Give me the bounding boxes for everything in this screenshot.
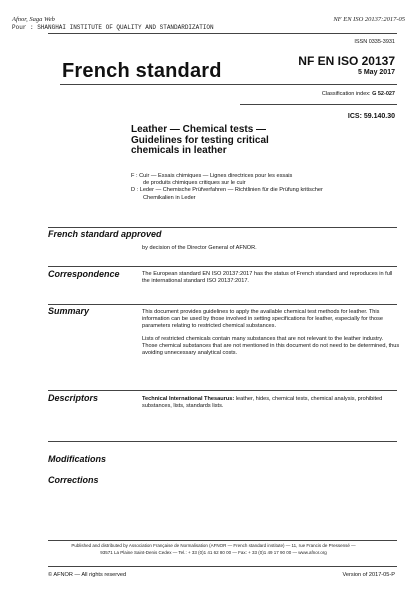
copyright: © AFNOR — All rights reserved (48, 572, 127, 578)
section-rule (48, 441, 397, 442)
classification-label: Classification index: (321, 91, 371, 97)
summary-heading: Summary (48, 306, 90, 316)
header-source (12, 16, 214, 31)
classification-rule (240, 104, 397, 105)
descriptors-heading: Descriptors (48, 393, 99, 403)
standard-number: NF EN ISO 20137 (298, 54, 395, 68)
issn: ISSN 0335-3931 (354, 39, 395, 45)
translated-titles (131, 173, 391, 202)
footer-bottom-rule (48, 566, 397, 567)
section-rule (48, 390, 397, 391)
summary-paragraph: Lists of restricted chemicals contain many substances that are not relevant to the leather industry. Those chemical substances that are not mentioned in this document do not need to be determined, thus avoiding unnecessary analytical costs. (142, 336, 400, 357)
title-rule (60, 84, 397, 85)
header-rule (48, 33, 397, 34)
version: Version of 2017-05-P (342, 572, 395, 578)
title-line: Leather — Chemical tests — (131, 124, 267, 135)
approved-text: by decision of the Director General of AFNOR. (142, 245, 257, 251)
footer-rule (48, 540, 397, 541)
summary-paragraph: This document provides guidelines to apply the available chemical test methods for leather. This information can be used by those involved in setting specifications for leather, especially for those parameters relating to restricted chemical substances. (142, 309, 383, 330)
title-line: chemicals in leather (131, 145, 227, 157)
french-title-cont: de produits chimiques critiques sur le cuir (143, 180, 246, 187)
section-rule (48, 304, 397, 305)
section-rule (48, 227, 397, 228)
document-type-title: French standard (62, 60, 222, 82)
thesaurus-label: Technical International Thesaurus: (142, 396, 235, 402)
header-doc-reference: NF EN ISO 20137:2017-05 (333, 16, 405, 23)
classification-index (322, 91, 395, 97)
french-title: F : Cuir — Essais chimiques — Lignes directrices pour les essais (131, 173, 293, 179)
approved-heading: French standard approved (48, 229, 162, 239)
header-source-line: Afnor, Saga Web (12, 16, 55, 23)
modifications-heading: Modifications (48, 454, 106, 464)
publication-date: 5 May 2017 (358, 69, 395, 76)
descriptors-text (142, 396, 400, 410)
publisher-line: Published and distributed by Association Française de Normalisation (AFNOR — French standard institute) — 11, rue Francis de Pressensé — (71, 543, 356, 548)
header-licensee: Pour : SHANGHAI INSTITUTE OF QUALITY AND STANDARDIZATION (12, 23, 214, 31)
ics-code: ICS: 59.140.30 (347, 113, 395, 120)
document-title (131, 125, 341, 157)
title-line: Guidelines for testing critical (131, 134, 269, 146)
section-rule (48, 266, 397, 267)
correspondence-heading: Correspondence (48, 269, 120, 279)
publisher-address: 93571 La Plaine Saint-Denis Cedex — Tel.: + 33 (0)1 41 62 80 00 — Fax: + 33 (0)1 49 17 90 00 — www.afnor.org (100, 549, 327, 555)
german-title: D : Leder — Chemische Prüfverfahren — Richtlinien für die Prüfung kritischer (131, 187, 323, 194)
thesaurus-terms: leather, hides, chemical tests, chemical analysis, prohibited substances, lists, standards lists. (142, 396, 383, 410)
german-title-cont: Chemikalien in Leder (143, 194, 196, 201)
corrections-heading: Corrections (48, 475, 99, 485)
correspondence-text: The European standard EN ISO 20137:2017 has the status of French standard and reproduces in full the international standard ISO 20137:2017. (142, 271, 393, 285)
classification-value: G 52-027 (372, 91, 395, 97)
publisher-info (40, 543, 387, 556)
